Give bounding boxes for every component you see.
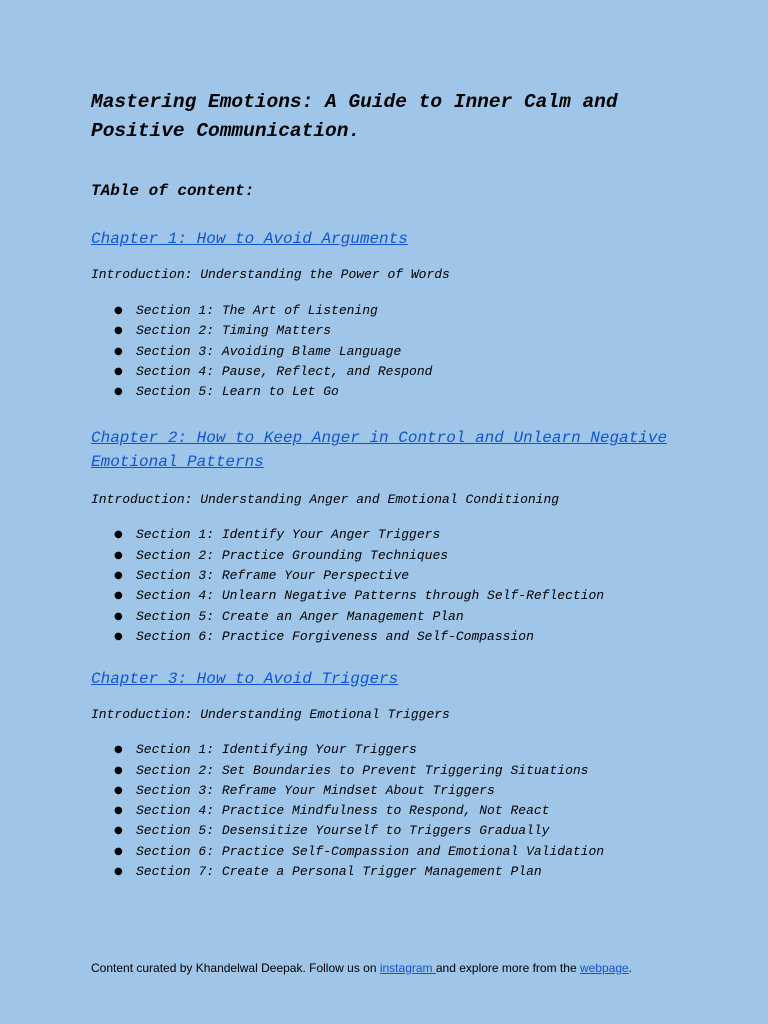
section-label: Section 2: Set Boundaries to Prevent Triggering Situations (136, 762, 589, 778)
list-item (91, 546, 691, 566)
bullet-icon: ● (114, 549, 123, 561)
list-item (91, 740, 691, 760)
chapter-3-sections (91, 740, 691, 882)
chapter-3 (91, 667, 691, 882)
chapter-2-sections (91, 525, 691, 647)
bullet-icon: ● (114, 386, 123, 398)
list-item (91, 607, 691, 627)
bullet-icon: ● (114, 866, 123, 878)
section-label: Section 1: Identify Your Anger Triggers (136, 527, 441, 543)
footer-text-middle: and explore more from the (435, 961, 580, 975)
bullet-icon: ● (114, 610, 123, 622)
bullet-icon: ● (114, 825, 123, 837)
footer-text-after: . (628, 961, 633, 975)
chapter-3-intro: Introduction: Understanding Emotional Triggers (91, 707, 450, 723)
section-label: Section 1: Identifying Your Triggers (136, 742, 417, 758)
section-label: Section 2: Timing Matters (136, 323, 332, 339)
bullet-icon: ● (114, 529, 123, 541)
list-item (91, 566, 691, 586)
list-item (91, 862, 691, 882)
list-item (91, 342, 691, 362)
list-item (91, 362, 691, 382)
bullet-icon: ● (114, 305, 123, 316)
list-item (91, 842, 691, 862)
document-title: Mastering Emotions: A Guide to Inner Calm and Positive Communication. (91, 91, 618, 142)
chapter-1-sections (91, 301, 691, 402)
list-item (91, 382, 691, 402)
footer-text-before: Content curated by Khandelwal Deepak. Follow us on (91, 961, 380, 975)
bullet-icon: ● (114, 805, 123, 817)
chapter-1-link[interactable]: Chapter 1: How to Avoid Arguments (91, 230, 408, 248)
list-item (91, 781, 691, 801)
section-label: Section 6: Practice Self-Compassion and Emotional Validation (136, 843, 605, 859)
bullet-icon: ● (114, 365, 123, 377)
bullet-icon: ● (114, 744, 123, 756)
section-label: Section 7: Create a Personal Trigger Management Plan (136, 864, 542, 880)
instagram-link[interactable]: instagram (379, 961, 436, 975)
section-label: Section 5: Desensitize Yourself to Triggers Gradually (136, 823, 550, 839)
bullet-icon: ● (114, 764, 123, 776)
list-item (91, 627, 691, 647)
section-label: Section 3: Avoiding Blame Language (136, 343, 402, 359)
list-item (91, 801, 691, 821)
section-label: Section 3: Reframe Your Perspective (136, 568, 410, 584)
document-page (91, 88, 691, 882)
bullet-icon: ● (114, 325, 123, 337)
toc-heading: TAble of content: (91, 182, 255, 200)
bullet-icon: ● (114, 345, 123, 357)
section-label: Section 4: Unlearn Negative Patterns through Self-Reflection (136, 588, 605, 604)
list-item (91, 321, 691, 341)
section-label: Section 4: Practice Mindfulness to Respond, Not React (136, 803, 550, 819)
bullet-icon: ● (114, 590, 123, 602)
chapter-2-link[interactable]: Chapter 2: How to Keep Anger in Control and Unlearn Negative Emotional Patterns (91, 429, 668, 472)
chapter-1-intro: Introduction: Understanding the Power of Words (91, 267, 450, 282)
bullet-icon: ● (114, 784, 123, 796)
footer-credit (91, 959, 632, 977)
section-label: Section 4: Pause, Reflect, and Respond (136, 363, 433, 379)
list-item (91, 301, 691, 321)
list-item (91, 525, 691, 545)
list-item (91, 761, 691, 781)
bullet-icon: ● (114, 845, 123, 857)
list-item (91, 586, 691, 606)
section-label: Section 5: Create an Anger Management Plan (136, 608, 464, 624)
section-label: Section 6: Practice Forgiveness and Self-Compassion (136, 628, 534, 644)
chapter-2-intro: Introduction: Understanding Anger and Emotional Conditioning (91, 492, 560, 508)
section-label: Section 1: The Art of Listening (136, 303, 378, 318)
bullet-icon: ● (114, 570, 123, 582)
section-label: Section 3: Reframe Your Mindset About Triggers (136, 782, 495, 798)
list-item (91, 821, 691, 841)
section-label: Section 2: Practice Grounding Techniques (136, 547, 449, 563)
bullet-icon: ● (114, 630, 123, 642)
webpage-link[interactable]: webpage (579, 961, 629, 975)
chapter-2 (91, 426, 691, 647)
section-label: Section 5: Learn to Let Go (136, 384, 339, 400)
chapter-3-link[interactable]: Chapter 3: How to Avoid Triggers (91, 670, 399, 689)
chapter-1 (91, 227, 691, 402)
